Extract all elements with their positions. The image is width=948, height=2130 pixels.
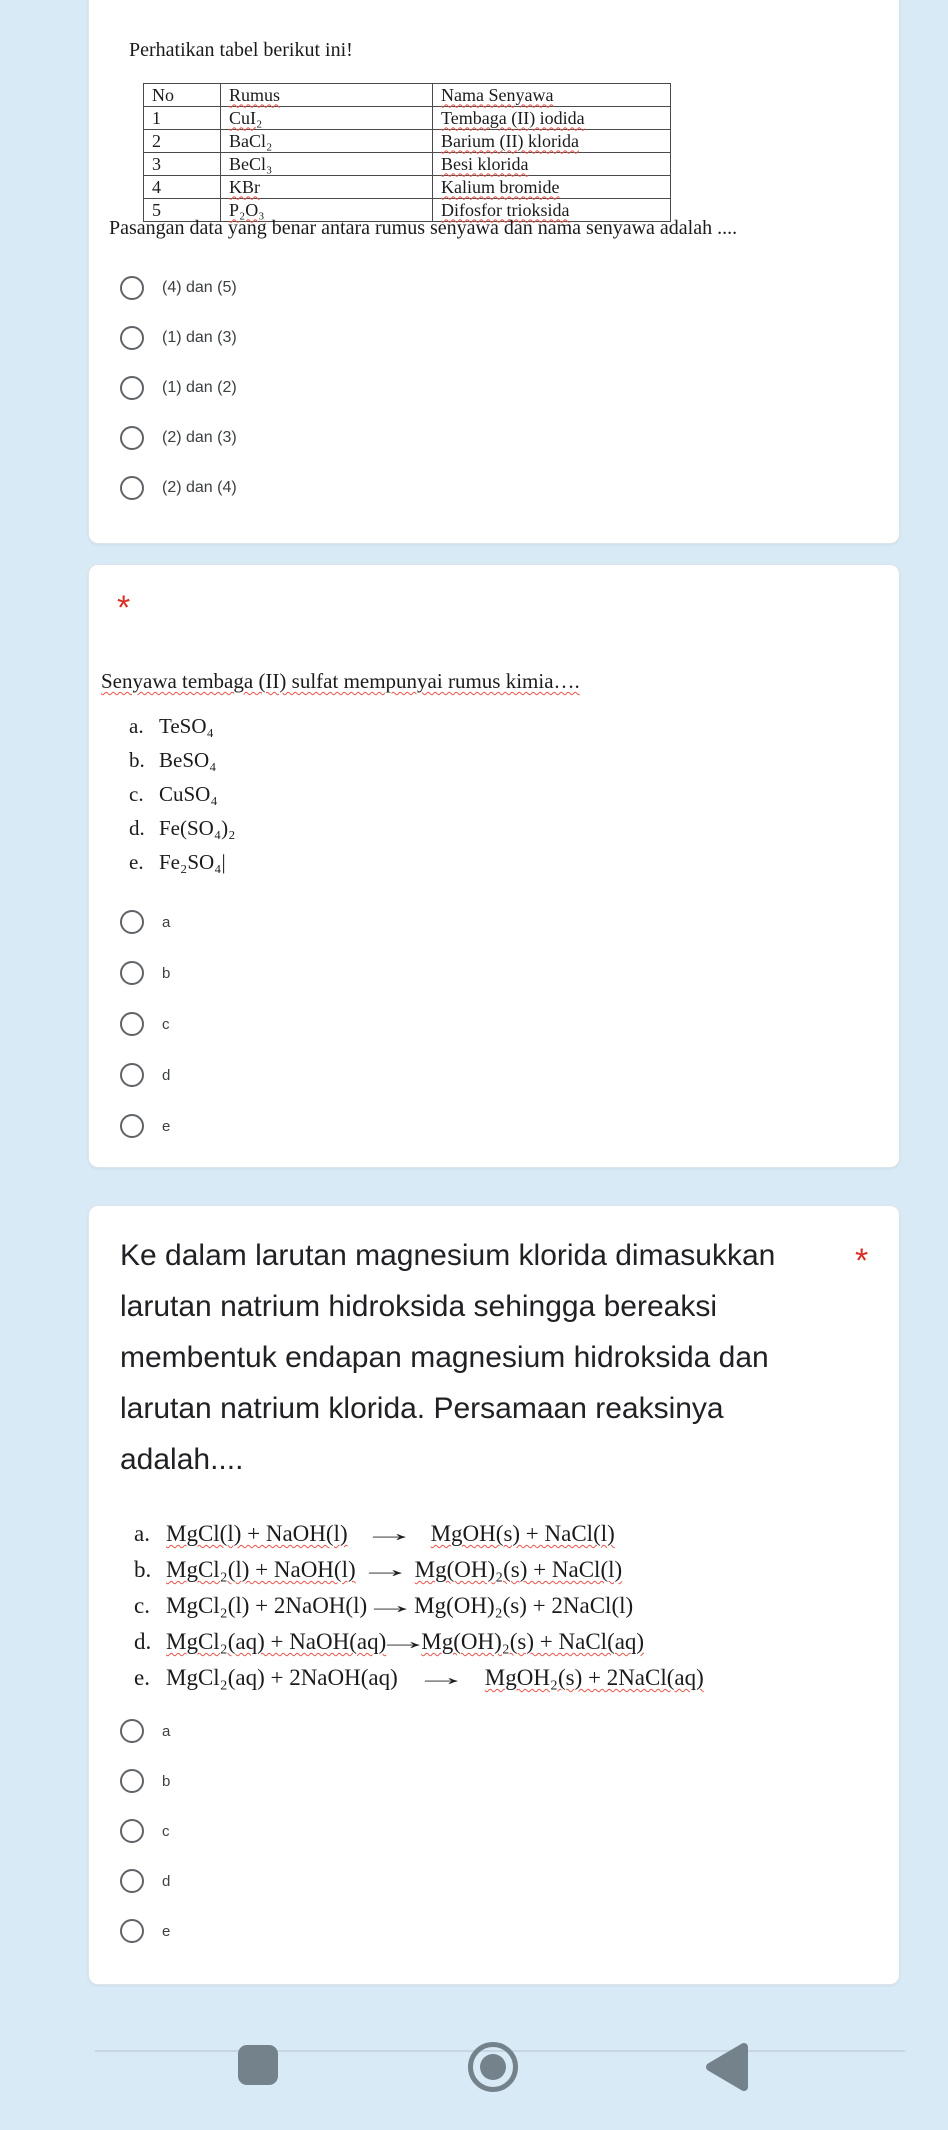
- record-circle-icon: [468, 2042, 518, 2092]
- radio-option-label: e: [162, 1117, 171, 1135]
- radio-option-label: (4) dan (5): [162, 279, 237, 296]
- table-row: 4 KBr Kalium bromide: [144, 176, 671, 199]
- choice-letter: b.: [129, 748, 145, 772]
- radio-circle-icon[interactable]: [120, 1012, 144, 1036]
- radio-option-label: e: [162, 1922, 171, 1940]
- reaction-arrow-icon: →: [357, 1557, 413, 1582]
- q3-equation-a: [134, 1521, 615, 1547]
- radio-option-q2-d[interactable]: [120, 1063, 170, 1087]
- radio-option-q1-d[interactable]: [120, 426, 237, 450]
- equation-right: MgOH(s) + NaCl(l): [430, 1521, 615, 1546]
- table-row: 5 P₂O₃ Difosfor trioksida: [144, 199, 671, 222]
- required-asterisk: *: [117, 589, 131, 627]
- radio-option-q1-c[interactable]: [120, 376, 237, 400]
- equation-right: Mg(OH)₂(s) + NaCl(aq): [421, 1629, 645, 1654]
- radio-option-label: c: [162, 1015, 170, 1033]
- choice-letter: d.: [129, 816, 145, 840]
- table-row: 1 CuI₂ Tembaga (II) iodida: [144, 107, 671, 130]
- reaction-arrow-icon: →: [363, 1593, 419, 1618]
- radio-circle-icon[interactable]: [120, 1819, 144, 1843]
- radio-option-label: c: [162, 1822, 170, 1840]
- radio-option-label: (2) dan (3): [162, 429, 237, 446]
- radio-option-q1-b[interactable]: [120, 326, 237, 350]
- col-header-rumus: Rumus: [221, 84, 433, 107]
- equation-left: MgCl₂(l) + NaOH(l): [166, 1557, 356, 1582]
- reaction-arrow-icon: →: [376, 1629, 432, 1654]
- radio-circle-icon[interactable]: [120, 276, 144, 300]
- radio-circle-icon[interactable]: [120, 476, 144, 500]
- q3-equation-e: [134, 1665, 704, 1691]
- choice-letter: c.: [134, 1593, 150, 1618]
- home-button[interactable]: [468, 2042, 518, 2092]
- back-triangle-icon: [702, 2040, 752, 2094]
- choice-letter: d.: [134, 1629, 152, 1654]
- q3-question-line: adalah....: [120, 1443, 244, 1476]
- radio-option-q1-a[interactable]: [120, 276, 237, 300]
- choice-letter: b.: [134, 1557, 152, 1582]
- radio-option-q2-a[interactable]: [120, 910, 170, 934]
- q2-choice-d: [129, 816, 235, 841]
- choice-formula: Fe₂SO₄|: [159, 850, 226, 874]
- recents-square-icon: [238, 2045, 278, 2085]
- radio-option-label: d: [162, 1066, 171, 1084]
- equation-left: MgCl₂(aq) + NaOH(aq): [166, 1629, 387, 1654]
- col-header-nama: Nama Senyawa: [433, 84, 671, 107]
- q1-question: Pasangan data yang benar antara rumus senyawa dan nama senyawa adalah ....: [109, 217, 738, 239]
- q3-equation-d: [134, 1629, 644, 1655]
- radio-option-label: d: [162, 1872, 171, 1890]
- q1-intro: Perhatikan tabel berikut ini!: [129, 39, 353, 61]
- radio-option-label: a: [162, 913, 171, 931]
- radio-option-q3-e[interactable]: [120, 1919, 170, 1943]
- q3-equation-b: [134, 1557, 622, 1583]
- equation-left: MgCl(l) + NaOH(l): [166, 1521, 348, 1546]
- q2-choice-a: [129, 714, 214, 739]
- radio-option-q1-e[interactable]: [120, 476, 237, 500]
- choice-formula: TeSO₄: [159, 714, 214, 738]
- q2-question: Senyawa tembaga (II) sulfat mempunyai rumus kimia….: [101, 669, 580, 693]
- choice-formula: Fe(SO₄)₂: [159, 816, 236, 840]
- choice-letter: a.: [129, 714, 144, 738]
- q2-choice-e: [129, 850, 226, 875]
- table-header-row: [144, 84, 671, 107]
- col-header-no: No: [144, 84, 221, 107]
- q2-choice-b: [129, 748, 217, 773]
- q3-question-line: larutan natrium klorida. Persamaan reaksinya: [120, 1392, 724, 1425]
- radio-circle-icon[interactable]: [120, 1719, 144, 1743]
- table-row: 3 BeCl₃ Besi klorida: [144, 153, 671, 176]
- reaction-arrow-icon: →: [413, 1665, 469, 1690]
- equation-right: Mg(OH)₂(s) + 2NaCl(l): [414, 1593, 634, 1618]
- radio-option-label: a: [162, 1722, 171, 1740]
- radio-option-label: b: [162, 1772, 171, 1790]
- radio-circle-icon[interactable]: [120, 376, 144, 400]
- radio-circle-icon[interactable]: [120, 961, 144, 985]
- radio-option-q2-c[interactable]: [120, 1012, 170, 1036]
- radio-option-q3-d[interactable]: [120, 1869, 170, 1893]
- choice-letter: a.: [134, 1521, 150, 1546]
- radio-circle-icon[interactable]: [120, 426, 144, 450]
- required-asterisk: *: [855, 1242, 869, 1280]
- choice-letter: e.: [134, 1665, 150, 1690]
- equation-right: Mg(OH)₂(s) + NaCl(l): [414, 1557, 623, 1582]
- radio-option-q3-c[interactable]: [120, 1819, 170, 1843]
- choice-formula: CuSO₄: [159, 782, 218, 806]
- equation-left: MgCl₂(l) + 2NaOH(l): [166, 1593, 368, 1618]
- radio-circle-icon[interactable]: [120, 1063, 144, 1087]
- question-card-2: [88, 564, 900, 1168]
- radio-option-q2-b[interactable]: [120, 961, 170, 985]
- recents-button[interactable]: [238, 2045, 278, 2085]
- radio-option-label: b: [162, 964, 171, 982]
- radio-circle-icon[interactable]: [120, 1114, 144, 1138]
- back-button[interactable]: [702, 2040, 752, 2097]
- question-card-1: [88, 0, 900, 544]
- choice-letter: c.: [129, 782, 144, 806]
- q2-choice-c: [129, 782, 218, 807]
- radio-option-label: (1) dan (2): [162, 379, 237, 396]
- radio-circle-icon[interactable]: [120, 1919, 144, 1943]
- radio-option-q2-e[interactable]: [120, 1114, 170, 1138]
- table-row: 2 BaCl₂ Barium (II) klorida: [144, 130, 671, 153]
- question-card-3: [88, 1205, 900, 1985]
- radio-option-q3-a[interactable]: [120, 1719, 170, 1743]
- q3-question-line: Ke dalam larutan magnesium klorida dimasukkan: [120, 1239, 776, 1272]
- reaction-arrow-icon: →: [361, 1521, 417, 1546]
- choice-letter: e.: [129, 850, 144, 874]
- q3-question-line: membentuk endapan magnesium hidroksida dan: [120, 1341, 769, 1374]
- radio-circle-icon[interactable]: [120, 326, 144, 350]
- choice-formula: BeSO₄: [159, 748, 217, 772]
- q3-question-line: larutan natrium hidroksida sehingga bereaksi: [120, 1290, 718, 1323]
- compound-table: [143, 83, 671, 222]
- equation-right: MgOH₂(s) + 2NaCl(aq): [484, 1665, 704, 1690]
- radio-circle-icon[interactable]: [120, 910, 144, 934]
- radio-option-label: (1) dan (3): [162, 329, 237, 346]
- radio-circle-icon[interactable]: [120, 1769, 144, 1793]
- equation-left: MgCl₂(aq) + 2NaOH(aq): [166, 1665, 398, 1690]
- radio-option-q3-b[interactable]: [120, 1769, 170, 1793]
- q3-equation-c: [134, 1593, 633, 1619]
- radio-circle-icon[interactable]: [120, 1869, 144, 1893]
- radio-option-label: (2) dan (4): [162, 479, 237, 496]
